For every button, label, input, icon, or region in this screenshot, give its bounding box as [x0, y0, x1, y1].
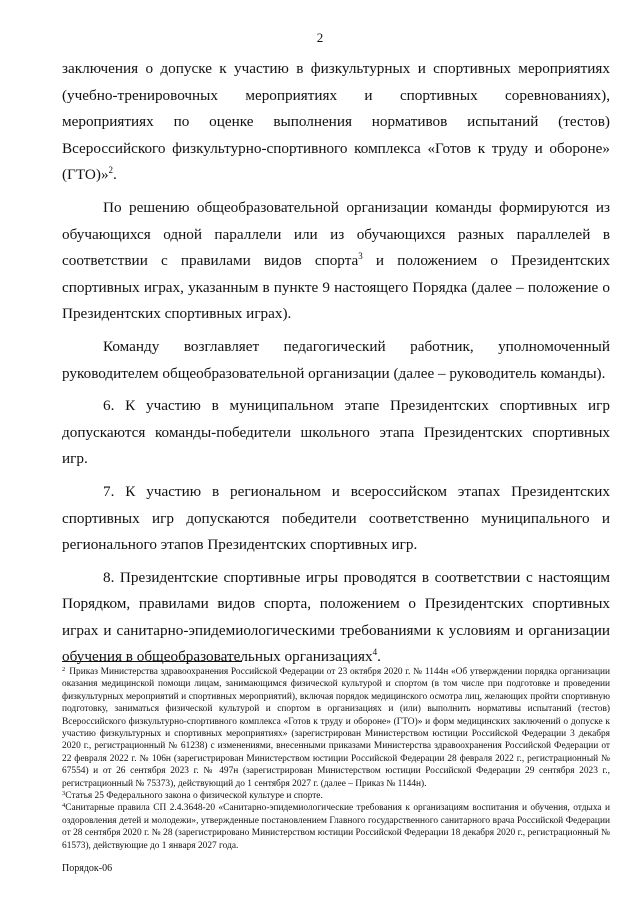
footnote-3 — [62, 790, 610, 802]
footnote-text: Статья 25 Федерального закона о физической культуре и спорте. — [65, 791, 323, 802]
footnote-separator — [62, 661, 242, 662]
paragraph-2-text-b: и положением о Президентских спортивных играх, указанным в пункте 9 настоящего Порядка (далее – положение о Президентских спортивных играх). — [62, 252, 610, 323]
paragraph-item-8-text: 8. Президентские спортивные игры проводятся в соответствии с настоящим Порядком, правилами видов спорта, положением о Президентских спортивных играх и санитарно-эпидемиологическими требованиями к условиям и организации обучения в общеобразовательных организациях — [62, 568, 610, 666]
document-footer-label: Порядок-06 — [62, 863, 113, 874]
footnotes — [62, 666, 610, 852]
paragraph-1 — [62, 56, 610, 189]
paragraph-item-6: 6. К участию в муниципальном этапе Президентских спортивных игр допускаются команды-победители школьного этапа Президентских спортивных игр. — [62, 397, 610, 468]
paragraph-2-text-a: По решению общеобразовательной организации команды формируются из обучающихся одной параллели или из обучающихся разных параллелей в соответствии с правилами видов спорта — [62, 198, 610, 270]
main-text — [62, 56, 610, 677]
footnote-4 — [62, 802, 610, 852]
footnote-number: 4 — [62, 802, 66, 810]
footnote-number: 2 — [62, 666, 66, 673]
footnote-ref-2[interactable]: 2 — [108, 165, 114, 176]
paragraph-item-7: 7. К участию в региональном и всероссийском этапах Президентских спортивных игр допускаются победители соответственно муниципального и регионального этапов Президентских спортивных игр. — [62, 482, 610, 554]
paragraph-1-end: . — [113, 166, 117, 184]
paragraph-item-8-end: . — [377, 648, 381, 666]
footnote-ref-4[interactable]: 4 — [372, 647, 378, 658]
paragraph-2 — [62, 195, 610, 328]
paragraph-1-text: заключения о допуске к участию в физкультурных и спортивных мероприятиях (учебно-тренировочных мероприятиях и спортивных соревнованиях), мероприятиях по оценке выполнения нормативов испытаний (тестов) Всероссийского физкультурно-спортивного комплекса «Готов к труду и обороне» (ГТО)» — [62, 60, 610, 184]
paragraph-item-8 — [62, 565, 610, 671]
footnote-2 — [62, 666, 610, 790]
footnote-text: Приказ Министерства здравоохранения Российской Федерации от 23 октября 2020 г. № 1144н «Об утверждении порядка организации оказания медицинской помощи лицам, занимающимся физической культурой и спортом (в том числе при подготовке и проведении физкультурных мероприятий и спортивных мероприятий), включая порядок медицинского осмотра лиц, желающих пройти спортивную подготовку, заниматься физической культурой и спортом в организациях и (или) выполнить нормативы испытаний (тестов) Всероссийского физкультурно-спортивного комплекса «Готов к труду и обороне» (ГТО)» и форм медицинских заключений о допуске к участию физкультурных и спортивных мероприятиях» (зарегистрирован Министерством юстиции Российской Федерации 3 декабря 2020 г., регистрационный № 61238) с изменениями, внесенными приказами Министерства здравоохранения Российской Федерации от 22 февраля 2022 г. № 106н (зарегистрирован Министерством юстиции Российской Федерации 28 февраля 2022 г., регистрационный № 67554) и от 26 сентября 2023 г. № 497н (зарегистрирован Министерством юстиции Российской Федерации 29 сентября 2023 г., регистрационный № 75373), действующий до 1 сентября 2027 г. (далее – Приказ № 1144н). — [62, 667, 610, 789]
footnote-number: 3 — [62, 790, 66, 798]
paragraph-3: Команду возглавляет педагогический работник, уполномоченный руководителем общеобразовательной организации (далее – руководитель команды). — [62, 337, 610, 382]
footnote-text: Санитарные правила СП 2.4.3648-20 «Санитарно-эпидемиологические требования к организациям воспитания и обучения, отдыха и оздоровления детей и молодежи», утвержденные постановлением Главного государственного санитарного врача Российской Федерации от 28 сентября 2020 г. № 28 (зарегистрировано Министерством юстиции Российской Федерации 18 декабря 2020 г., регистрационный № 61573), действующие до 1 января 2027 года. — [62, 803, 610, 851]
footnote-ref-3[interactable]: 3 — [358, 251, 363, 262]
page-number: 2 — [316, 30, 324, 45]
